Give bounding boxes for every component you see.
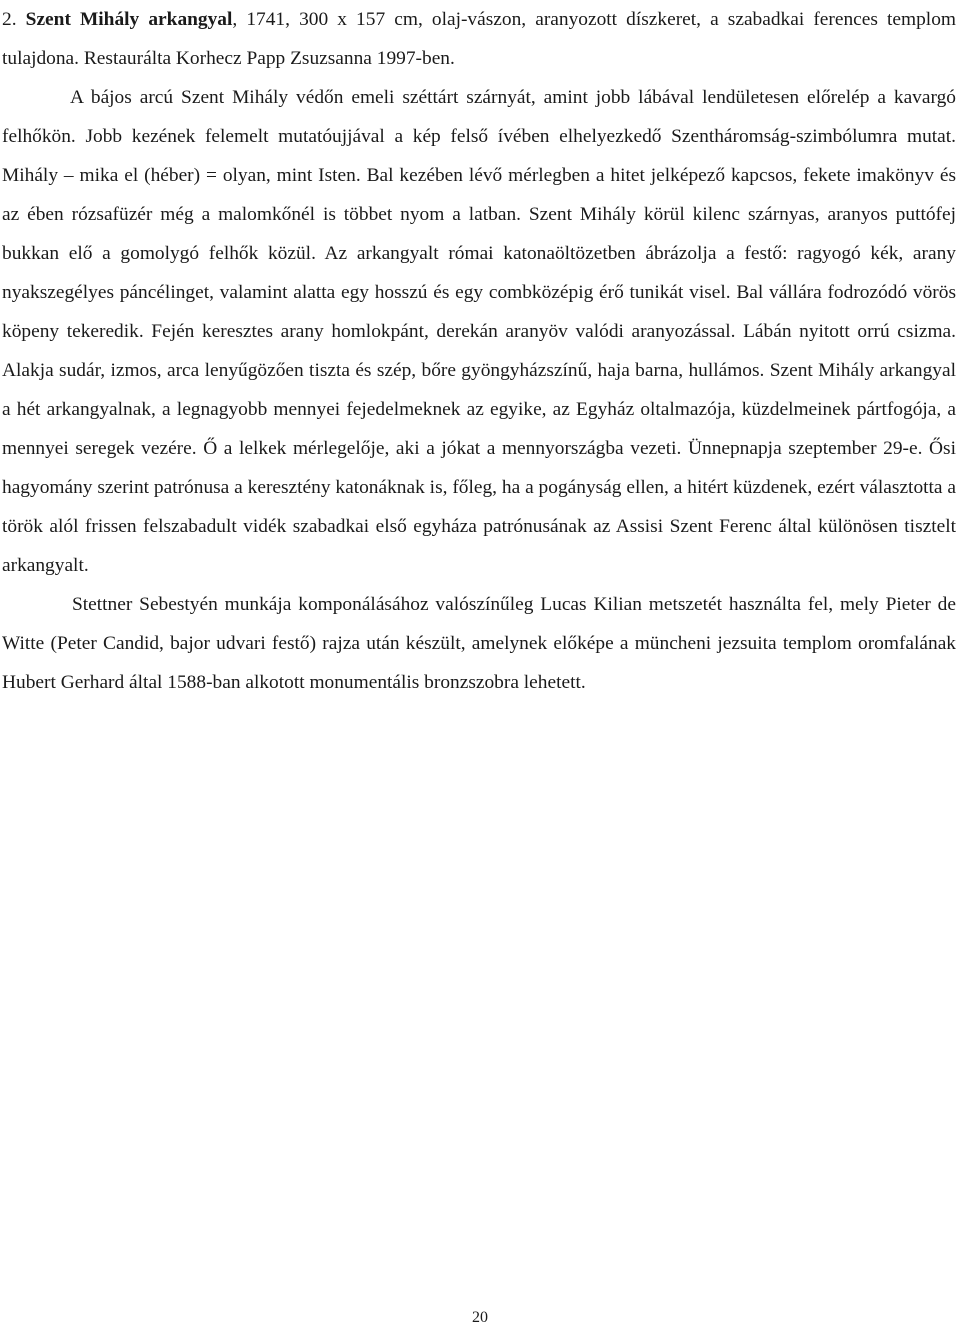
paragraph-2: Stettner Sebestyén munkája komponálásához valószínűleg Lucas Kilian metszetét használta fel, mely Pieter de Witte (Peter Candid, bajor udvari festő) rajza után készült, amelynek előképe a müncheni jezsuita templom oromfalának Hubert Gerhard által 1588-ban alkotott monumentális bronzszobra lehetett. (2, 594, 956, 693)
description-text: A bájos arcú Szent Mihály védőn emeli széttárt szárnyát, amint jobb lábával lendületesen előrelép a kavargó felhőkön. Jobb kezének felemelt mutatóujjával a kép felső ívében elhelyezkedő Szentháromság-szimbólumra mutat. Mihály – mika el (héber) = olyan, mint Isten. Bal kezében lévő mérlegben a hitet jelképező kapcsos, fekete imakönyv és az ében rózsafüzér még a malomkőnél is többet nyom a latban. Szent Mihály körül kilenc szárnyas, aranyos puttófej bukkan elő a gomolygó felhők közül. Az arkangyalt római katonaöltözetben ábrázolja a festő: ragyogó kék, arany nyakszegélyes páncélinget, valamint alatta egy hosszú és egy combközépig érő tunikát visel. Bal vállára fodrozódó vörös köpeny tekeredik. Fején keresztes arany homlokpánt, derekán aranyöv valódi aranyozással. Lábán nyitott orrú csizma. Alakja sudár, izmos, arca lenyűgözően tiszta és szép, bőre gyöngyházszínű, haja barna, hullámos. Szent Mihály arkangyal a hét arkangyalnak, a legnagyobb mennyei fejedelmeknek az egyike, az Egyház oltalmazója, küzdelmeinek pártfogója, a mennyei seregek vezére. Ő a lelkek mérlegelője, aki a jókat a mennyországba vezeti. Ünnepnapja szeptember 29-e. Ősi hagyomány szerint patrónusa a keresztény katonáknak is, főleg, ha a pogányság ellen, a hitért küzdenek, ezért választotta a török alól frissen felszabadult vidék szabadkai első egyháza patrónusának az Assisi Szent Ferenc által különösen tisztelt arkangyalt. (2, 87, 956, 576)
artwork-title: Szent Mihály arkangyal (25, 9, 233, 30)
item-number: 2. (2, 9, 17, 30)
page-number: 20 (472, 1309, 488, 1326)
document-page (2, 0, 956, 702)
paragraph-1 (2, 0, 956, 585)
artwork-details: , 1741, 300 x 157 cm, olaj-vászon, aranyozott díszkeret, a szabadkai ferences templom tulajdona. Restaurálta Korhecz Papp Zsuzsanna 1997-ben. (2, 9, 956, 69)
